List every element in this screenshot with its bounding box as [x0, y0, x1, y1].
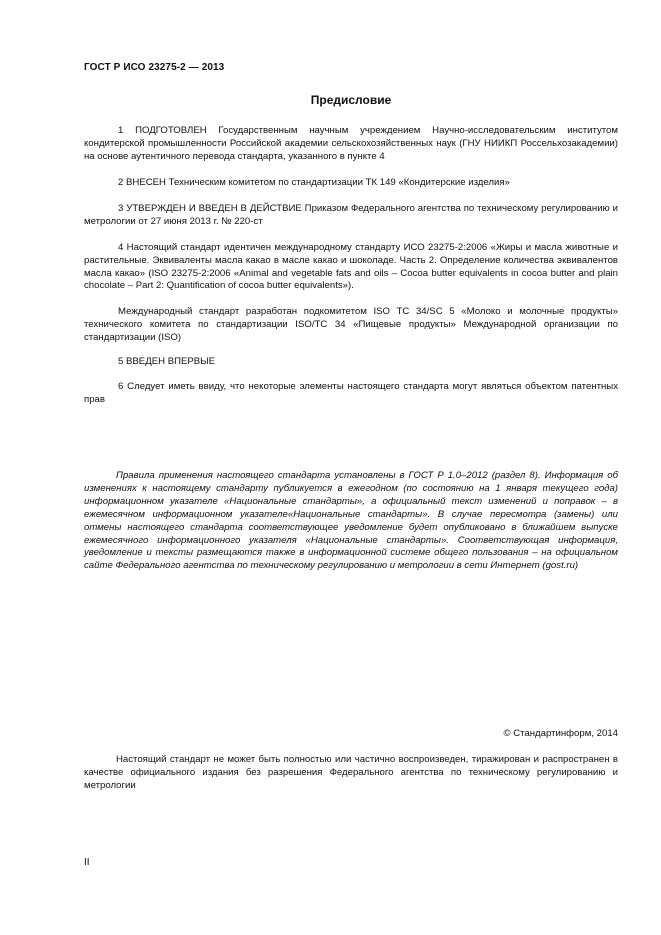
paragraph-5-first-introduced: 5 ВВЕДЕН ВПЕРВЫЕ	[118, 356, 216, 367]
standard-code-header: ГОСТ Р ИСО 23275-2 — 2013	[84, 62, 225, 73]
copyright-line: © Стандартинформ, 2014	[503, 728, 618, 739]
paragraph-3-approved: 3 УТВЕРЖДЕН И ВВЕДЕН В ДЕЙСТВИЕ Приказом Федерального агентства по техническому регулированию и метрологии от 27 июня 2013 г. № 220-ст	[84, 203, 618, 227]
application-rules-notice: Правила применения настоящего стандарта установлены в ГОСТ Р 1.0–2012 (раздел 8). Информация об изменениях к настоящему стандарту публикуется в ежегодном (по состоянию на 1 января текущего года) информационном указателе «Национальные стандарты», а официальный текст изменений и поправок – в ежемесячном информационном указателе«Национальные стандарты». В случае пересмотра (замены) или отмены настоящего стандарта соответствующее уведомление будет опубликовано в ближайшем выпуске ежемесячного информационного указателя «Национальные стандарты». Соответствующая информация, уведомление и тексты размещаются также в информационной системе общего пользования – на официальном сайте Федерального агентства по техническому регулированию и метрологии в сети Интернет (gost.ru)	[84, 470, 618, 572]
page-title: Предисловие	[310, 93, 392, 107]
page-number: II	[84, 857, 90, 868]
paragraph-1-prepared-by: 1 ПОДГОТОВЛЕН Государственным научным учреждением Научно-исследовательским институтом кондитерской промышленности Российской академии сельскохозяйственных наук (ГНУ НИИКП Россельхозакадемии) на основе аутентичного перевода стандарта, указанного в пункте 4	[84, 125, 618, 162]
paragraph-6-patent-rights: 6 Следует иметь ввиду, что некоторые элементы настоящего стандарта могут являться объектом патентных прав	[84, 381, 618, 405]
paragraph-4-developer: Международный стандарт разработан подкомитетом ISO TC 34/SC 5 «Молоко и молочные продукты» технического комитета по стандартизации ISO/TC 34 «Пищевые продукты» Международной организации по стандартизации (ISO)	[84, 306, 618, 343]
paragraph-2-introduced-by: 2 ВНЕСЕН Техническим комитетом по стандартизации ТК 149 «Кондитерские изделия»	[118, 177, 510, 188]
reproduction-notice: Настоящий стандарт не может быть полностью или частично воспроизведен, тиражирован и распространен в качестве официального издания без разрешения Федерального агентства по техническому регулированию и метрологии	[84, 754, 618, 791]
paragraph-4-identical-standard: 4 Настоящий стандарт идентичен международному стандарту ИСО 23275-2:2006 «Жиры и масла животные и растительные. Эквиваленты масла какао в масле какао и шоколаде. Часть 2. Определение количества эквивалентов масла какао» (ISO 23275-2:2006 «Animal and vegetable fats and oils – Cocoa butter equivalents in cocoa butter and plain chocolate – Part 2: Quantification of cocoa butter equivalents»).	[84, 242, 618, 292]
